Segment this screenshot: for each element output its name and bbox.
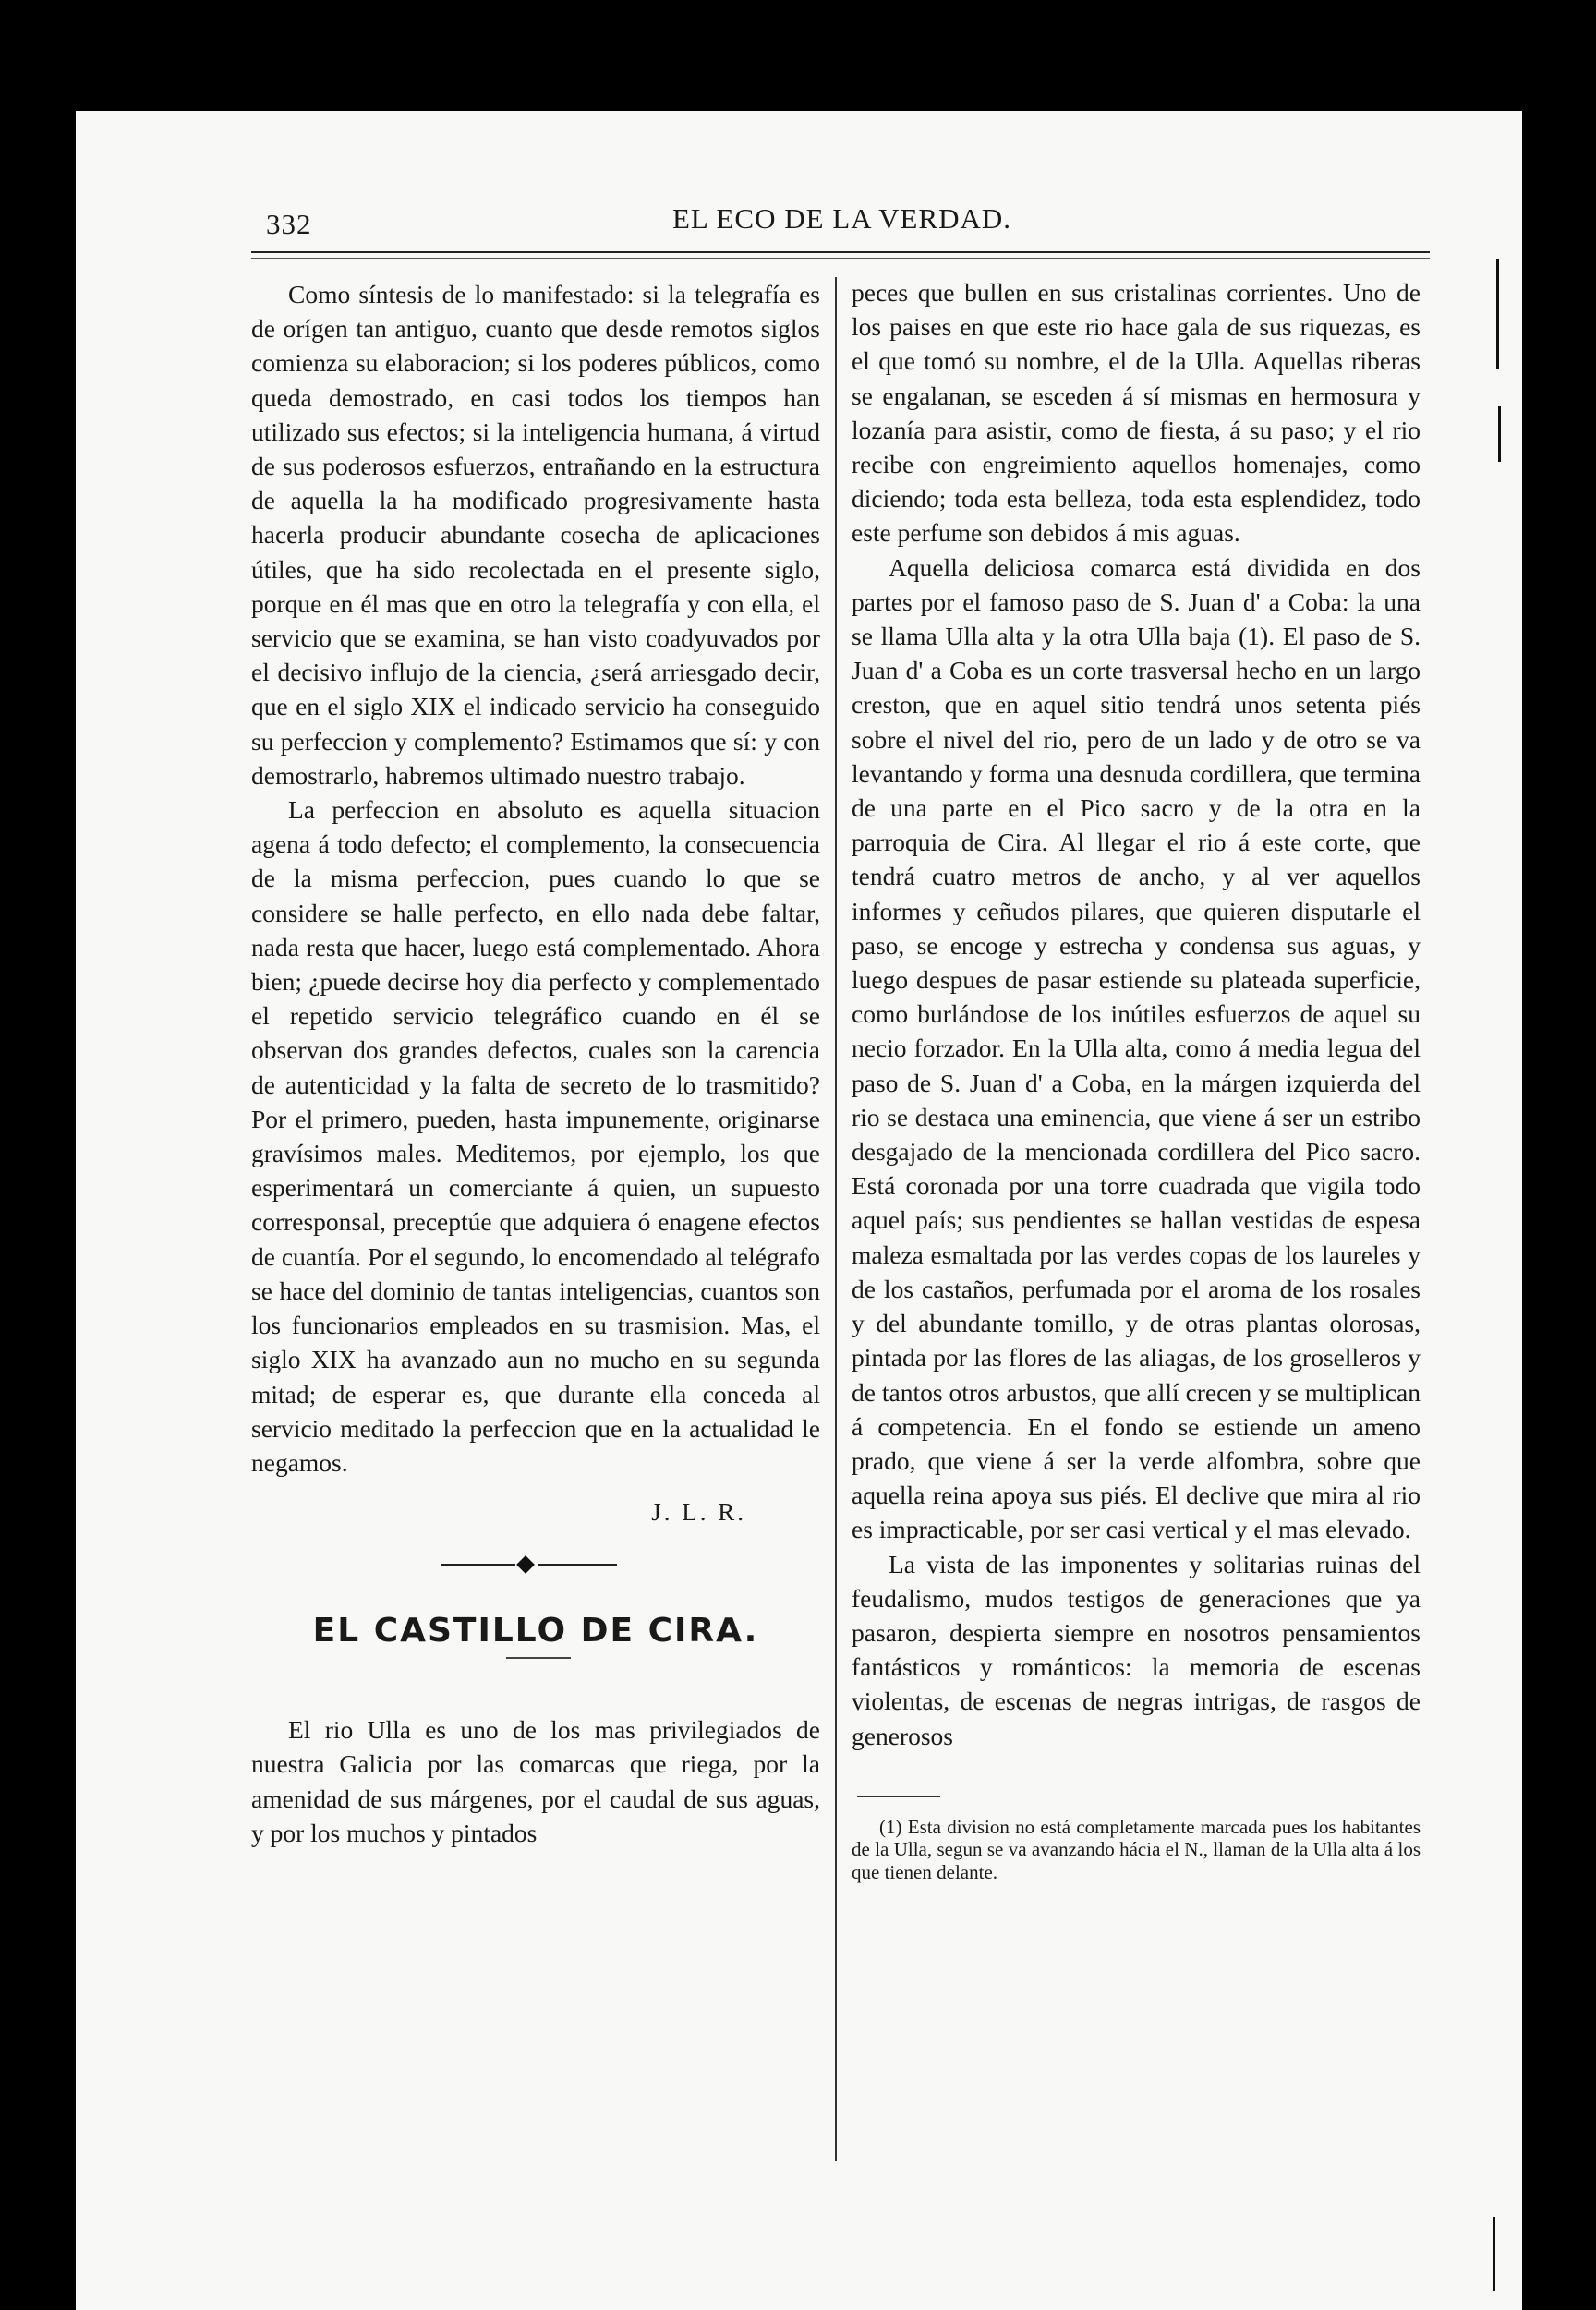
- scan-edge-mark: [1496, 259, 1499, 369]
- scan-edge-mark: [1493, 2217, 1495, 2291]
- scan-border: [1522, 111, 1596, 2310]
- right-column: [852, 275, 1421, 1883]
- footnote-rule: [857, 1796, 940, 1797]
- paragraph: Aquella deliciosa comarca está dividida en dos partes por el famoso paso de S. Juan d' a Coba: la una se llama Ulla alta y la otra Ulla baja (1). El paso de S. Juan d' a Coba es un corte trasversal hecho en un largo creston, que en aquel sitio tendrá unos setenta piés sobre el nivel del rio, pero de un lado y de otro se va levantando y forma una desnuda cordillera, que termina de una parte en el Pico sacro y de la otra en la parroquia de Cira. Al llegar el rio á este corte, que tendrá cuatro metros de ancho, y al ver aquellos informes y ceñudos pilares, que quieren disputarle el paso, se encoge y estrecha y condensa sus aguas, y luego despues de pasar estiende su plateada superficie, como burlándose de los inútiles esfuerzos de aquel su necio forzador. En la Ulla alta, como á media legua del paso de S. Juan d' a Coba, en la márgen izquierda del rio se destaca una eminencia, que viene á ser un estribo desgajado de la mencionada cordillera del Pico sacro. Está coronada por una torre cuadrada que vigila todo aquel país; sus pendientes se hallan vestidas de espesa maleza esmaltada por las verdes copas de los laureles y de los castaños, perfumada por el aroma de los rosales y del abundante tomillo, y de otras plantas olorosas, pintada por las flores de las aliagas, de los groselleros y de tantos otros arbustos, que allí crecen y se multiplican á competencia. En el fondo se estiende un ameno prado, que viene á ser la verde alfombra, sobre que aquella reina apoya sus piés. El declive que mira al rio es impracticable, por ser casi vertical y el mas elevado.: [852, 552, 1421, 1544]
- paragraph: La perfeccion en absoluto es aquella situacion agena á todo defecto; el complemento, la consecuencia de la misma perfeccion, pues cuando lo que se considere se halle perfecto, en ello nada debe faltar, nada resta que hacer, luego está complementado. Ahora bien; ¿puede decirse hoy dia perfecto y complementado el repetido servicio telegráfico cuando en él se observan dos grandes defectos, cuales son la carencia de autenticidad y la falta de secreto de lo trasmitido? Por el primero, pueden, hasta impunemente, originarse gravísimos males. Meditemos, por ejemplo, los que esperimentará un comerciante á quien, un supuesto corresponsal, preceptúe que adquiera ó enagene efectos de cuantía. Por el segundo, lo encomendado al telégrafo se hace del dominio de tantas inteligencias, cuantos son los funcionarios empleados en su trasmision. Mas, el siglo XIX ha avanzado aun no mucho en su segunda mitad; de esperar es, que durante ella conceda al servicio meditado la perfeccion que en la actualidad le negamos.: [251, 795, 820, 1477]
- title-ornament: [251, 1650, 820, 1670]
- page-header: [174, 197, 1428, 252]
- column-divider: [835, 277, 837, 2161]
- page-number: 332: [266, 208, 312, 240]
- header-rule: [251, 251, 1430, 253]
- left-column: [251, 277, 820, 1850]
- paragraph: Como síntesis de lo manifestado: si la telegrafía es de orígen tan antiguo, cuanto que desde remotos siglos comienza su elaboracion; si los poderes públicos, como queda demostrado, en casi todos los tiempos han utilizado sus efectos; si la inteligencia humana, á virtud de sus poderosos esfuerzos, entrañando en la estructura de aquella la ha modificado progresivamente hasta hacerla producir abundante cosecha de aplicaciones útiles, que ha sido recolectada en el presente siglo, porque en él mas que en otro la telegrafía y con ella, el servicio que se examina, se han visto coadyuvados por el decisivo influjo de la ciencia, ¿será arriesgado decir, que en el siglo XIX el indicado servicio ha conseguido su perfeccion y complemento? Estimamos que sí: y con demostrarlo, habremos ultimado nuestro trabajo.: [251, 280, 820, 790]
- author-signature: J. L. R.: [651, 1498, 746, 1527]
- paragraph: peces que bullen en sus cristalinas corrientes. Uno de los paises en que este rio hace gala de sus riquezas, es el que tomó su nombre, el de la Ulla. Aquellas riberas se engalanan, se esceden á sí mismas en hermosura y lozanía para asistir, como de fiesta, á su paso; y el rio recibe con engreimiento aquellos homenajes, como diciendo; toda esta belleza, toda esta esplendidez, todo este perfume son debidos á mis aguas.: [852, 278, 1421, 548]
- section-ornament: [251, 1547, 820, 1584]
- paragraph: La vista de las imponentes y solitarias ruinas del feudalismo, mudos testigos de generaciones que ya pasaron, despierta siempre en nosotros pensamientos fantásticos y románticos: la memoria de escenas violentas, de escenas de negras intrigas, de rasgos de generosos: [852, 1549, 1421, 1750]
- header-rule-thin: [251, 258, 1430, 259]
- scan-edge-mark: [1498, 406, 1501, 462]
- running-title: EL ECO DE LA VERDAD.: [672, 202, 1012, 235]
- footnote: (1) Esta division no está completamente marcada pues los habitantes de la Ulla, segun se va avanzando hácia el N., llaman de la Ulla alta á los que tienen delante.: [852, 1815, 1421, 1883]
- article-title: EL CASTILLO DE CIRA.: [312, 1612, 759, 1651]
- paragraph: El rio Ulla es uno de los mas privilegiados de nuestra Galicia por las comarcas que riega, por la amenidad de sus márgenes, por el caudal de sus aguas, y por los muchos y pintados: [251, 1715, 820, 1847]
